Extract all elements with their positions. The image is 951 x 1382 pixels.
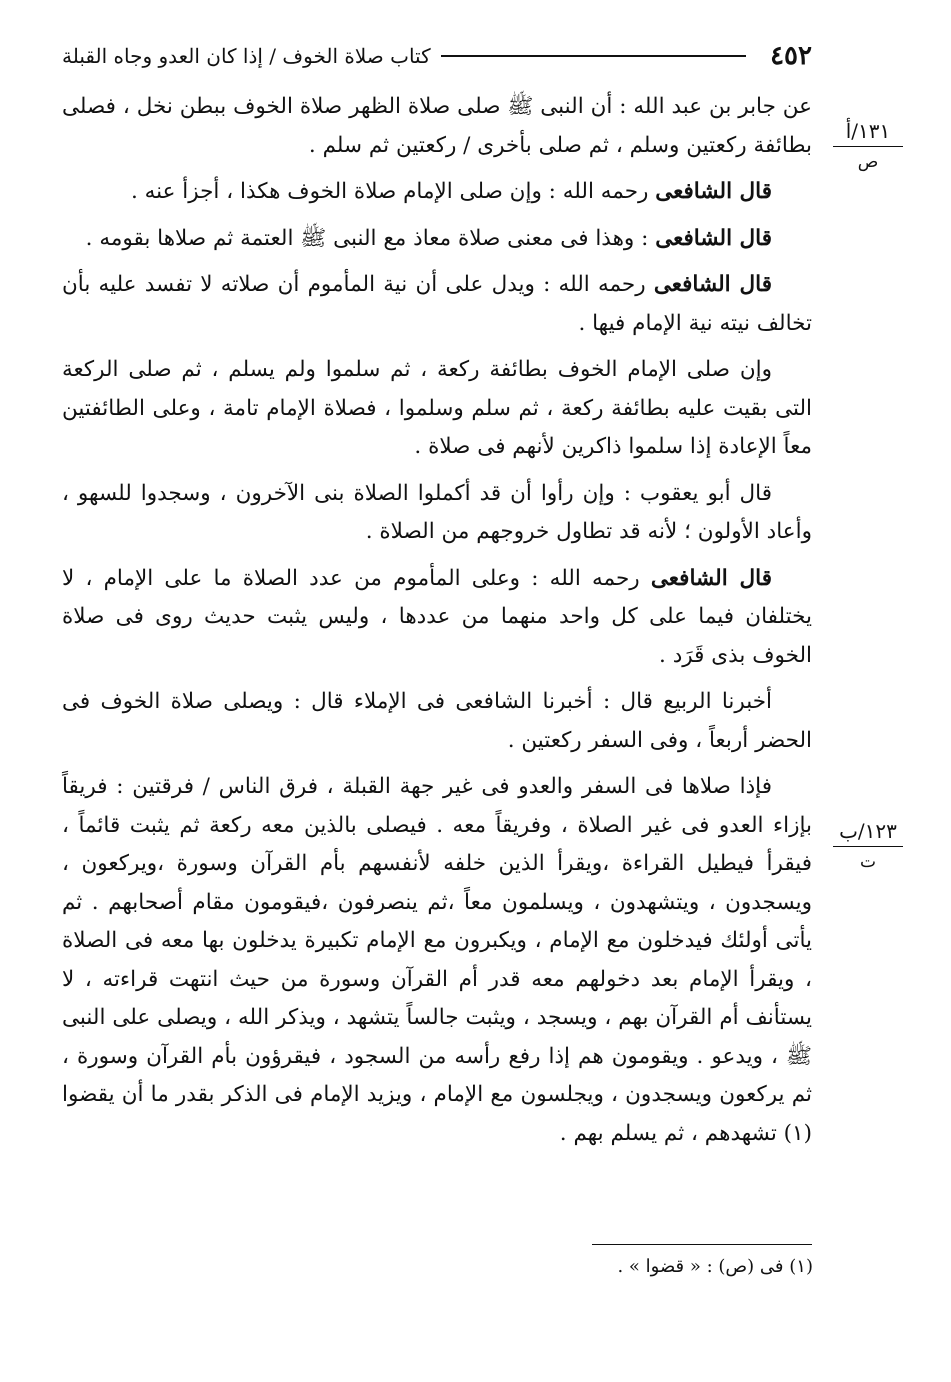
paragraph-text: وإن صلى الإمام الخوف بطائفة ركعة ، ثم سلموا ولم يسلم ، ثم صلى الركعة التى بقيت عليه بطائفة ركعة ، ثم سلم وسلموا ، فصلاة الإمام تامة ، وعلى الطائفتين معاً الإعادة إذا سلموا ذاكرين لأنهم فى صلاة . [62,357,812,459]
paragraph-text: قال أبو يعقوب : وإن رأوا أن قد أكملوا الصلاة بنى الآخرون ، وسجدوا للسهو ، وأعاد الأولون ؛ لأنه قد تطاول خروجهم من الصلاة . [62,480,812,544]
margin-mark: ت [859,852,876,872]
margin-note [833,818,903,875]
paragraph-text: رحمه الله : وعلى المأموم من عدد الصلاة ما على الإمام ، لا يختلفان فيما على كل واحد منهما من عددها ، وليس يثبت حديث روى فى صلاة الخوف بذى قَرَد . [62,565,812,668]
paragraph-text: رحمه الله : وإن صلى الإمام صلاة الخوف هكذا ، أجزأ عنه . [130,179,649,204]
paragraph [62,683,812,760]
header-rule [441,55,746,57]
speaker-label: قال الشافعى [653,272,772,297]
speaker-label: قال الشافعى [650,565,772,591]
footnote-rule [592,1244,812,1245]
paragraph [62,475,812,552]
paragraph-text: رحمه الله : ويدل على أن نية المأموم أن صلاته لا تفسد عليه بأن تخالف نيته نية الإمام فيها . [62,272,812,336]
paragraph [62,266,812,343]
paragraph-text: عن جابر بن عبد الله : أن النبى ﷺ صلى صلاة الظهر صلاة الخوف ببطن نخل ، فصلى بطائفة ركعتين وسلم ، ثم صلى بأخرى / ركعتين ثم سلم . [62,94,812,158]
margin-ref: ١٢٣/ب [833,818,903,847]
paragraph-text: أخبرنا الربيع قال : أخبرنا الشافعى فى الإملاء قال : ويصلى صلاة الخوف فى الحضر أربعاً ، وفى السفر ركعتين . [62,689,812,753]
body-text [62,88,812,1161]
paragraph [62,351,812,467]
paragraph [62,173,812,212]
page-number: ٤٥٢ [770,41,812,71]
margin-note [833,118,903,175]
speaker-label: قال الشافعى [655,179,772,204]
paragraph-text: : وهذا فى معنى صلاة معاذ مع النبى ﷺ العتمة ثم صلاها بقومه . [85,225,649,251]
paragraph [62,220,812,259]
margin-mark: ص [857,152,879,172]
paragraph [62,88,812,165]
running-title: كتاب صلاة الخوف / إذا كان العدو وجاه القبلة [62,44,431,68]
paragraph-text: فإذا صلاها فى السفر والعدو فى غير جهة القبلة ، فرق الناس / فرقتين : فريقاً بإزاء العدو فى غير الصلاة ، وفريقاً معه . فيصلى بالذين معه ركعة ثم يثبت قائماً ، فيقرأ فيطيل القراءة ،ويقرأ الذين خلفه لأنفسهم بأم القرآن وسورة ،ويركعون ، ويسجدون ، ويتشهدون ، ويسلمون معاً ،ثم ينصرفون ،فيقومون مقام أصحابهم . ثم يأتى أولئك فيدخلون مع الإمام ، ويكبرون مع الإمام تكبيرة يدخلون بها معه فى الصلاة ، ويقرأ الإمام بعد دخولهم معه قدر أم القرآن وسورة من حيث انتهت قراءته ، لا يستأنف أم القرآن بهم ، ويسجد ، ويثبت جالساً يتشهد ، ويذكر الله ، ويصلى على النبى ﷺ ، ويدعو . ويقومون هم إذا رفع رأسه من السجود ، فيقرؤون بأم القرآن وسورة ، ثم يركعون ويسجدون ، ويجلسون مع الإمام ، ويزيد الإمام فى الذكر بقدر ما أن يقضوا (١) تشهدهم ، ثم يسلم بهم . [62,774,812,1146]
page-header [62,36,812,76]
paragraph [62,768,812,1153]
margin-ref: ١٣١/أ [833,118,903,147]
speaker-label: قال الشافعى [655,225,772,251]
paragraph [62,560,812,676]
footnote: (١) فى (ص) : « قضوا » . [617,1256,813,1277]
